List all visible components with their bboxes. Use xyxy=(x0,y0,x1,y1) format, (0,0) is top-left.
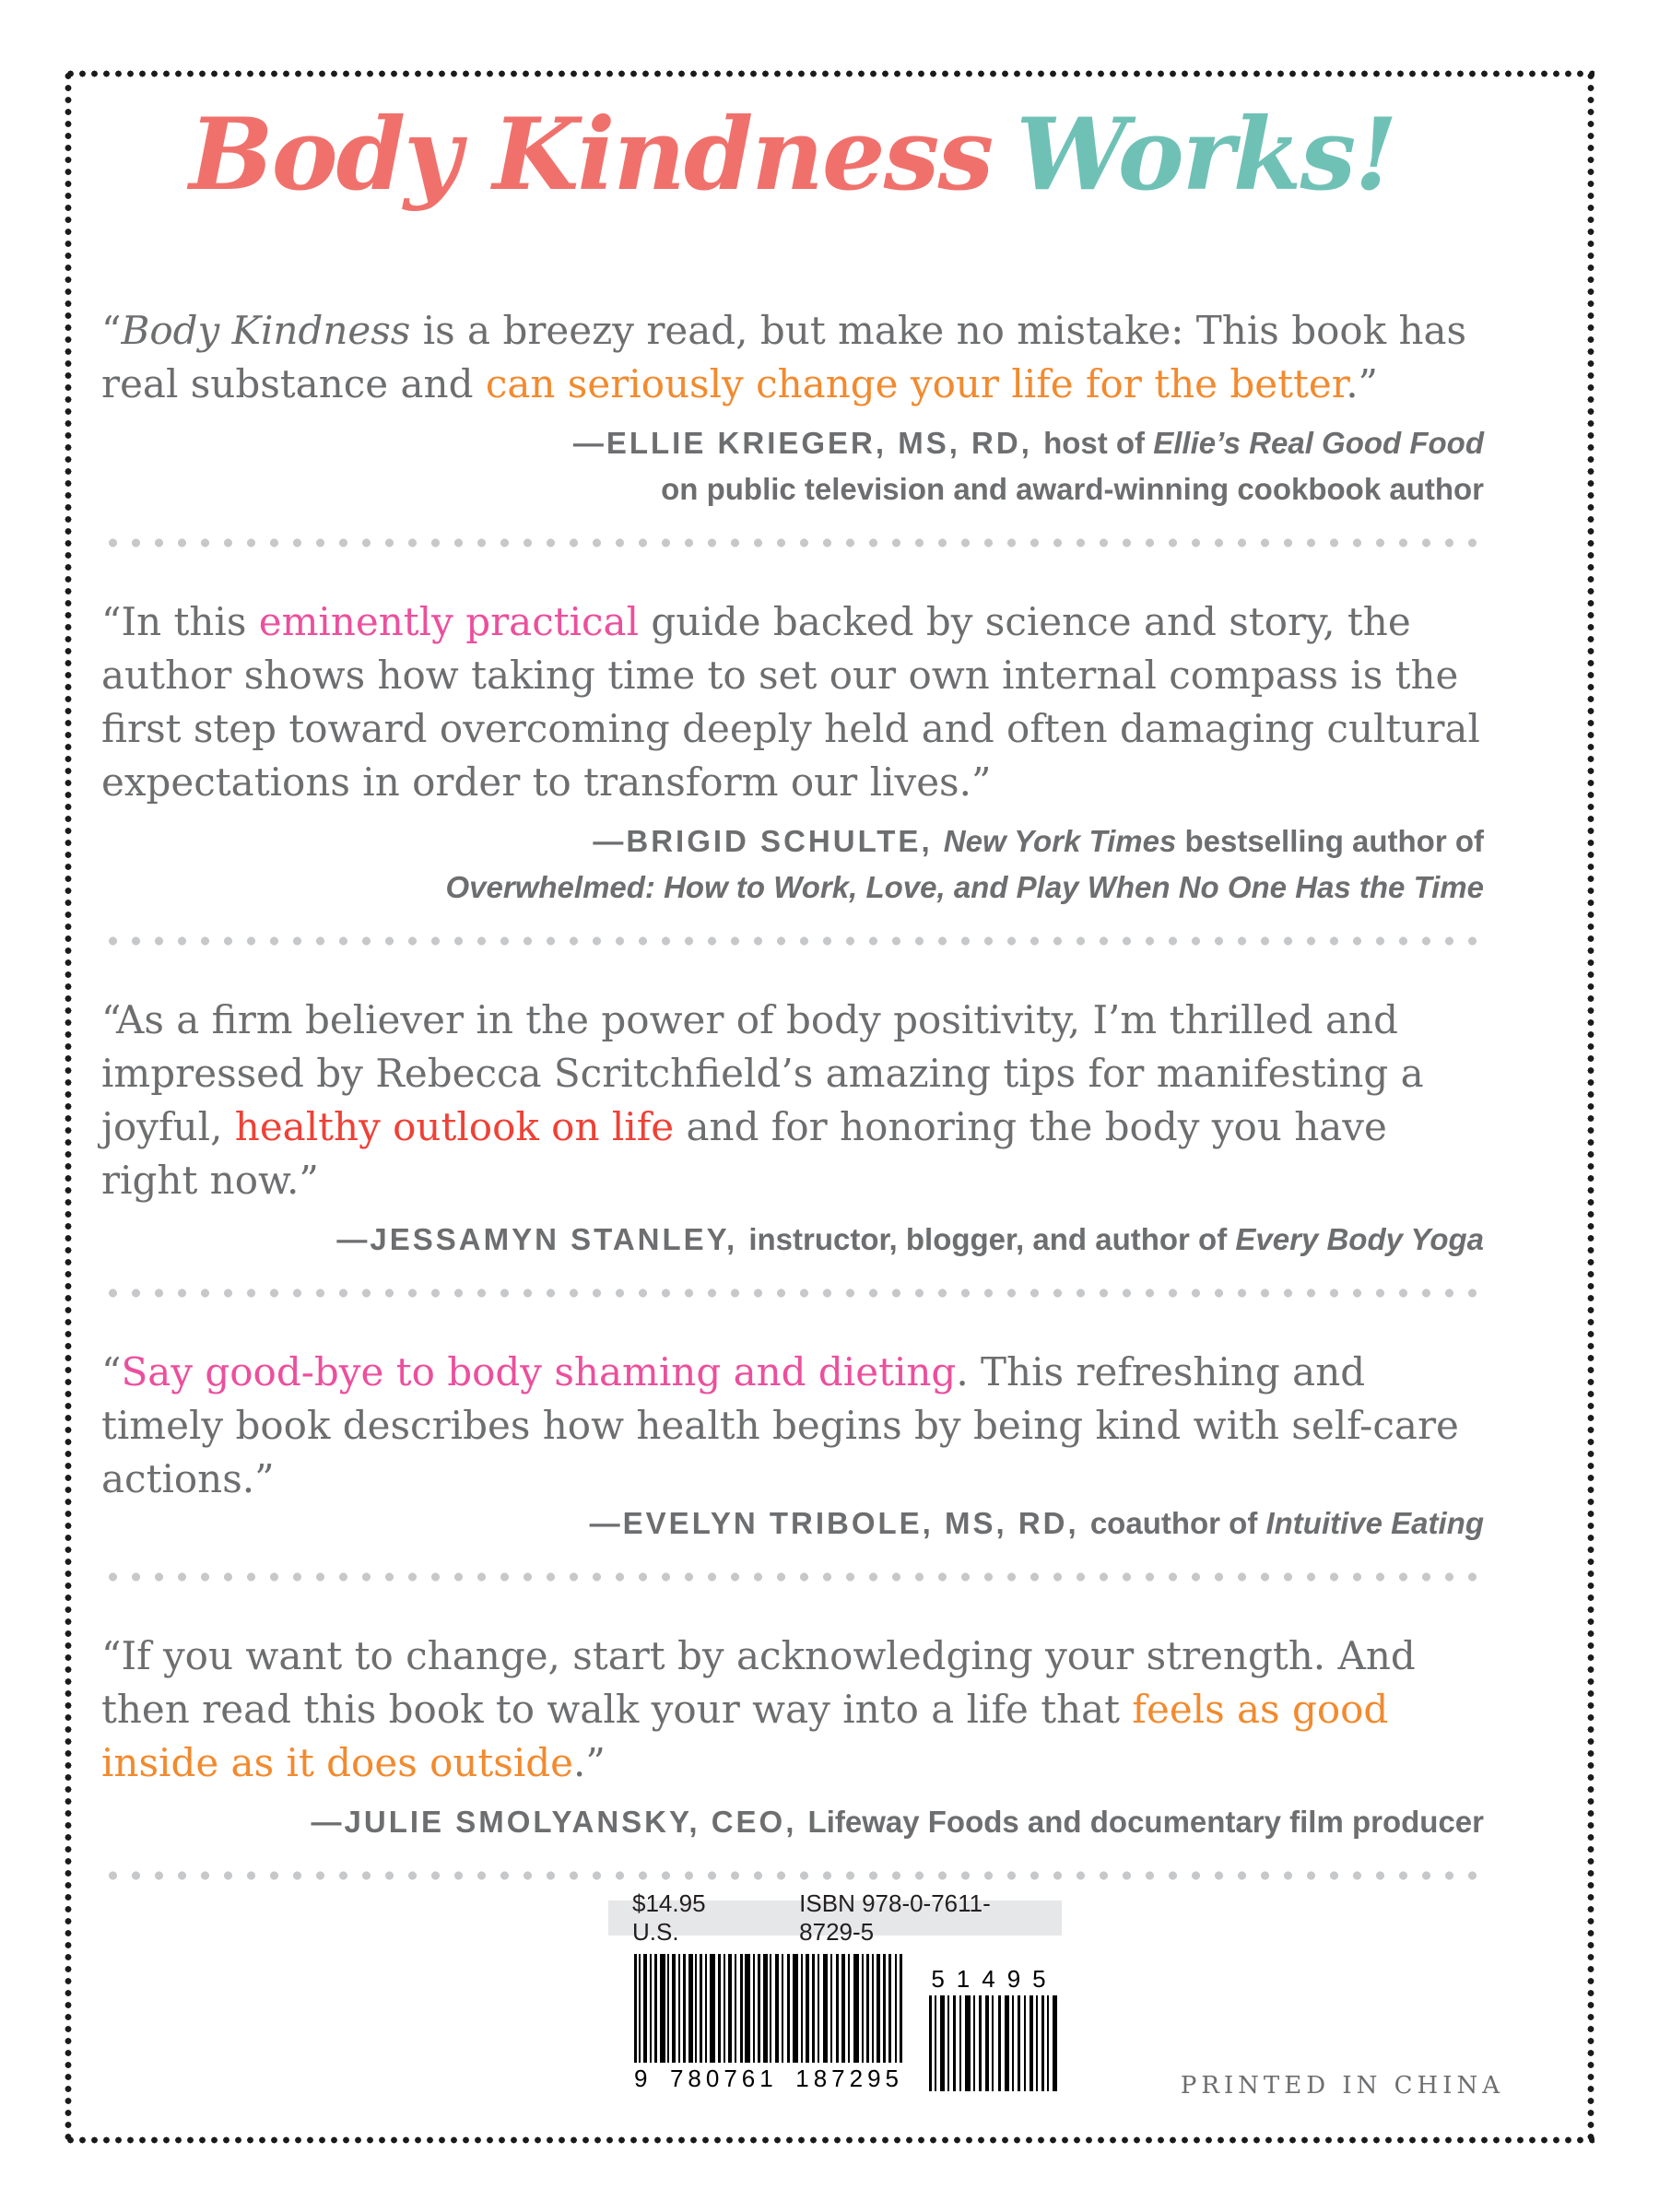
quote-text xyxy=(101,1630,1484,1790)
dotted-divider xyxy=(101,1871,1484,1880)
dotted-divider xyxy=(101,1572,1484,1582)
attribution xyxy=(101,1799,1484,1845)
dotted-border-right xyxy=(1587,70,1594,2144)
testimonial-brigid-schulte xyxy=(101,595,1484,911)
attribution xyxy=(101,1217,1484,1263)
ean-barcode xyxy=(634,1954,903,2063)
dotted-border-left xyxy=(65,70,72,2144)
headline-body-kindness: Body Kindness xyxy=(189,97,993,213)
dotted-divider xyxy=(101,1288,1484,1298)
ean-digits xyxy=(634,2065,903,2093)
attribution-line xyxy=(101,865,1484,911)
attribution-segment: —ELLIE KRIEGER, MS, RD, xyxy=(572,426,1044,460)
attribution-line xyxy=(101,1799,1484,1845)
attribution-segment: bestselling author of xyxy=(1176,824,1484,858)
attribution-segment: —JESSAMYN STANLEY, xyxy=(336,1222,749,1256)
attribution-line xyxy=(101,420,1484,466)
attribution-segment: coauthor of xyxy=(1089,1506,1266,1540)
attribution-line xyxy=(101,1500,1484,1547)
quote-text-segment: .” xyxy=(1346,361,1379,406)
ean-barcode-block xyxy=(634,1954,903,2093)
barcode-row xyxy=(608,1954,1062,2095)
quote-text xyxy=(101,1346,1484,1506)
attribution-line xyxy=(101,818,1484,865)
cover-content xyxy=(101,85,1484,1880)
quote-text-segment: eminently practical xyxy=(258,599,640,644)
quote-text xyxy=(101,994,1484,1207)
quote-text-segment: and for honoring the body you have right now.” xyxy=(101,1104,1387,1203)
headline xyxy=(101,90,1484,219)
attribution-segment: New York Times xyxy=(943,824,1177,858)
dotted-border-bottom xyxy=(65,2136,1594,2144)
quote-text-segment: .” xyxy=(573,1740,606,1785)
attribution-segment: on public television and award-winning cookbook author xyxy=(661,472,1484,506)
quote-text-segment: “ xyxy=(101,1349,122,1394)
attribution-segment: instructor, blogger, and author of xyxy=(748,1222,1236,1256)
testimonial-evelyn-tribole xyxy=(101,1346,1484,1547)
attribution-segment: Ellie’s Real Good Food xyxy=(1153,426,1484,460)
attribution xyxy=(101,818,1484,911)
printed-in-china: PRINTED IN CHINA xyxy=(1180,2072,1504,2100)
supplement-barcode xyxy=(929,1995,1060,2091)
testimonial-ellie-krieger xyxy=(101,304,1484,512)
quote-text-segment: “ xyxy=(101,308,122,353)
quote-text-segment: “As a firm believer in the power of body positivity, I’m thrilled and impressed by Rebecca Scritchfield’s amazing tips for manifesting a joyful, xyxy=(101,997,1424,1149)
attribution-segment: —BRIGID SCHULTE, xyxy=(593,824,944,858)
dotted-border-top xyxy=(65,70,1594,77)
quote-text-segment: Say good-bye to body shaming and dieting xyxy=(121,1349,957,1394)
attribution xyxy=(101,1500,1484,1547)
quote-text-segment: Body Kindness xyxy=(121,308,411,353)
attribution-segment: —JULIE SMOLYANSKY, CEO, xyxy=(311,1805,808,1839)
ean-digit-group2: 187295 xyxy=(795,2065,903,2092)
testimonial-julie-smolyansky xyxy=(101,1630,1484,1845)
attribution-segment: host of xyxy=(1043,426,1154,460)
barcode-area xyxy=(608,1889,1062,2095)
attribution-segment: Overwhelmed: How to Work, Love, and Play When No One Has the Time xyxy=(445,870,1484,904)
attribution-segment: Lifeway Foods and documentary film producer xyxy=(807,1805,1484,1839)
attribution xyxy=(101,420,1484,512)
attribution-line xyxy=(101,466,1484,512)
ean-digit-group1: 780761 xyxy=(669,2065,778,2092)
attribution-segment: Intuitive Eating xyxy=(1265,1506,1484,1540)
testimonial-jessamyn-stanley xyxy=(101,994,1484,1263)
headline-works: Works! xyxy=(1016,97,1396,213)
quote-text-segment: can seriously change your life for the better xyxy=(485,361,1347,406)
ean-digit-lead: 9 xyxy=(634,2065,653,2092)
quote-text-segment: “If you want to change, start by acknowledging your strength. And then read this book to walk your way into a life that xyxy=(101,1633,1416,1732)
price-label: $14.95 U.S. xyxy=(632,1889,706,1946)
quote-text-segment: guide backed by science and story, the author shows how taking time to set our own internal compass is the first step toward overcoming deeply held and often damaging cultural expectations in order to transform our lives.” xyxy=(101,599,1480,805)
quote-text xyxy=(101,595,1484,809)
isbn-label: ISBN 978-0-7611-8729-5 xyxy=(799,1889,991,1946)
attribution-segment: Every Body Yoga xyxy=(1235,1222,1484,1256)
attribution-line xyxy=(101,1217,1484,1263)
quote-text-segment: “In this xyxy=(101,599,259,644)
quote-text-segment: healthy outlook on life xyxy=(234,1104,675,1149)
dotted-divider xyxy=(101,936,1484,946)
dotted-divider xyxy=(101,538,1484,547)
supplement-barcode-block xyxy=(929,1965,1060,2095)
quote-text-segment: . This refreshing and timely book describes how health begins by being kind with self-care actions.” xyxy=(101,1349,1459,1501)
quote-text-segment: feels as good inside as it does outside xyxy=(101,1687,1389,1785)
quote-text-segment: is a breezy read, but make no mistake: This book has real substance and xyxy=(101,308,1467,406)
supplement-digits: 51495 xyxy=(931,1965,1058,1993)
quote-text xyxy=(101,304,1484,411)
attribution-segment: —EVELYN TRIBOLE, MS, RD, xyxy=(589,1506,1090,1540)
price-isbn-box xyxy=(608,1889,1062,1946)
